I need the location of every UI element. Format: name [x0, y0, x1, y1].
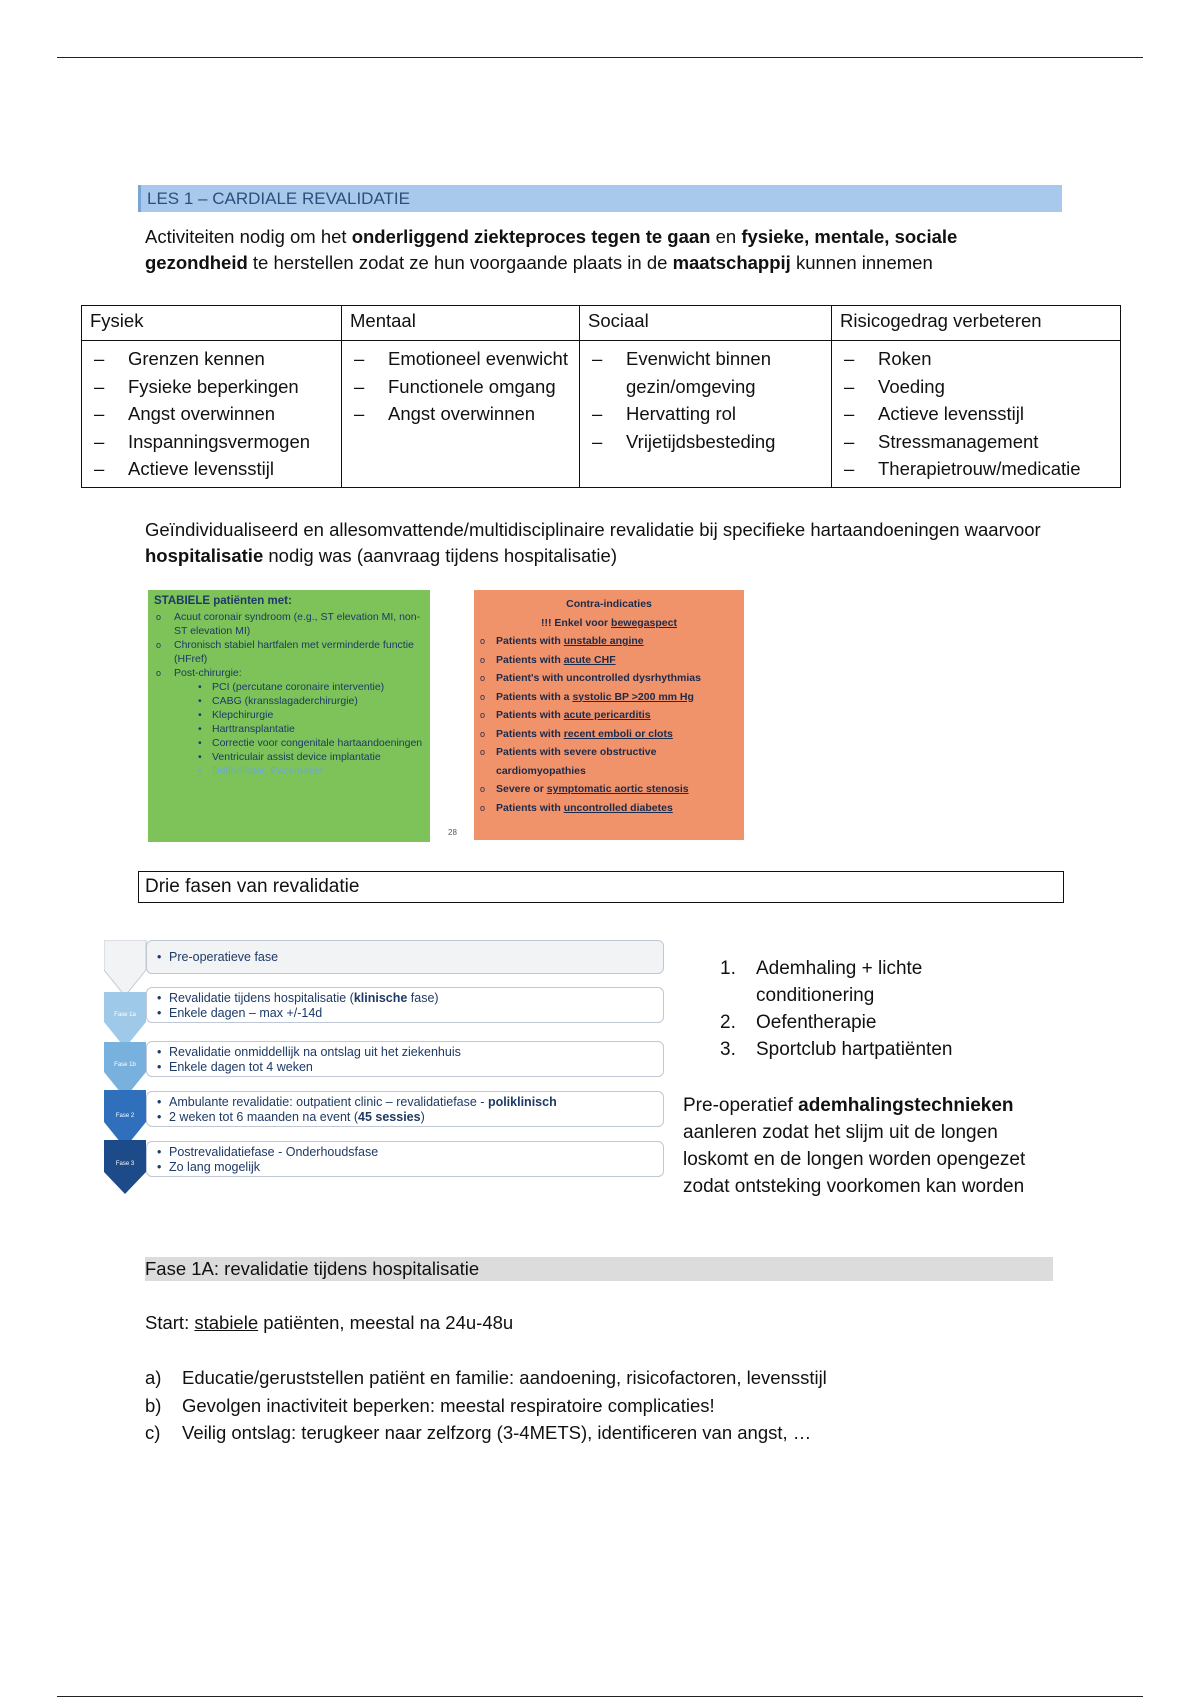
numbered-list	[720, 955, 990, 1063]
list-item: • PCI (percutane coronaire interventie)	[154, 680, 424, 694]
list-letter: c)	[145, 1422, 161, 1443]
preop-text-2: aanleren zodat het slijm uit de longen loskomt en de longen worden opengezet zodat ontsteking voorkomen kan worden	[683, 1122, 1026, 1197]
intro-bold-2: fysieke, mentale, sociale gezondheid	[145, 226, 958, 273]
chevron-label-1b: Fase 1b	[114, 1062, 136, 1068]
chevron-pre	[104, 940, 146, 996]
list-text: Sportclub hartpatiënten	[756, 1039, 953, 1060]
list-item: • Correctie voor congenitale hartaandoeningen	[154, 736, 424, 750]
slide-page-number: 28	[448, 828, 457, 837]
preop-bold: ademhalingstechnieken	[798, 1095, 1014, 1116]
list-item: – Inspanningsvermogen	[90, 428, 333, 456]
cell-fysiek	[82, 341, 342, 488]
phase-onderhoud	[146, 1141, 664, 1177]
stable-heading: STABIELE patiënten met:	[154, 595, 292, 607]
list-item: – Voeding	[840, 373, 1112, 401]
header-sociaal: Sociaal	[580, 306, 832, 341]
phase-chevrons	[104, 940, 148, 1196]
contra-underlined: acute pericarditis	[563, 709, 651, 721]
list-text: Gevolgen inactiviteit beperken: meestal respiratoire complicaties!	[182, 1394, 715, 1416]
list-item: o Chronisch stabiel hartfalen met verminderde functie (HFref)	[154, 638, 424, 666]
intro-bold-1: onderliggend ziekteproces tegen te gaan	[351, 226, 711, 247]
list-item: – Angst overwinnen	[90, 400, 333, 428]
phase-line: • Pre-operatieve fase	[157, 950, 653, 965]
contra-list	[482, 632, 736, 817]
top-rule	[57, 57, 1143, 58]
contra-indications-box	[474, 590, 744, 840]
header-fysiek: Fysiek	[82, 306, 342, 341]
contra-heading: Contra-indicaties	[566, 598, 652, 610]
list-text: Ademhaling + lichte conditionering	[756, 958, 923, 1006]
contra-underlined: acute CHF	[563, 653, 616, 666]
start-underlined: stabiele	[194, 1312, 259, 1333]
stable-patients-box	[148, 590, 430, 842]
para2-text-1: Geïndividualiseerd en allesomvattende/multidisciplinaire revalidatie bij specifieke hartaandoeningen waarvoor	[145, 519, 1041, 540]
contra-underlined: recent emboli or clots	[563, 727, 673, 740]
list-item: – Vrijetijdsbesteding	[588, 428, 823, 456]
para2-bold: hospitalisatie	[145, 545, 264, 566]
list-item: – Emotioneel evenwicht	[350, 345, 571, 373]
list-item	[482, 780, 736, 799]
list-item	[145, 1419, 1065, 1447]
list-item: • CABG (kransslagaderchirurgie)	[154, 694, 424, 708]
phase-line: • Revalidatie tijdens hospitalisatie (klinische fase)	[157, 991, 653, 1006]
phase-line: • Ambulante revalidatie: outpatient clinic – revalidatiefase - poliklinisch	[157, 1095, 653, 1110]
header-mentaal: Mentaal	[342, 306, 580, 341]
contra-text: Patients with	[496, 801, 564, 814]
contra-sub-underlined: bewegaspect	[611, 616, 677, 629]
phase-line: • Enkele dagen – max +/-14d	[157, 1006, 653, 1021]
list-item	[482, 632, 736, 651]
list-item	[482, 706, 736, 725]
header-risicogedrag: Risicogedrag verbeteren	[832, 306, 1121, 341]
chevron-fase-2	[104, 1090, 146, 1148]
list-item	[482, 799, 736, 818]
list-item: • Ventriculair assist device implantatie	[154, 750, 424, 764]
phases-title: Drie fasen van revalidatie	[138, 871, 1064, 903]
aspects-table	[81, 305, 1121, 488]
list-item: o Post-chirurgie:	[154, 666, 424, 680]
contra-underlined: systolic BP >200 mm Hg	[572, 690, 694, 703]
contra-underlined: unstable angine	[563, 635, 644, 647]
cell-mentaal	[342, 341, 580, 488]
contra-text: Patients with	[496, 653, 564, 666]
lettered-list	[145, 1364, 1065, 1447]
chevron-fase-1a	[104, 992, 146, 1048]
list-item: – Actieve levensstijl	[90, 455, 333, 483]
list-item: – Fysieke beperkingen	[90, 373, 333, 401]
cell-risicogedrag	[832, 341, 1121, 488]
phase-klinisch	[146, 987, 664, 1023]
list-item	[482, 688, 736, 707]
list-item: – Stressmanagement	[840, 428, 1112, 456]
contra-text: Patients with	[496, 727, 564, 740]
chevron-label-1a: Fase 1a	[114, 1012, 136, 1018]
list-item	[482, 743, 736, 780]
start-text-1: Start:	[145, 1312, 195, 1333]
contra-underlined: uncontrolled diabetes	[563, 801, 673, 814]
list-number: 3.	[720, 1039, 736, 1060]
intro-text-3: te herstellen zodat ze hun voorgaande plaats in de	[247, 252, 673, 273]
list-item: – Roken	[840, 345, 1112, 373]
section-fase-1a: Fase 1A: revalidatie tijdens hospitalisatie	[145, 1257, 1053, 1281]
phase-line: • Zo lang mogelijk	[157, 1160, 653, 1175]
phase-ambulant	[146, 1091, 664, 1127]
list-item: – Functionele omgang	[350, 373, 571, 401]
chevron-label-2: Fase 2	[115, 1113, 135, 1119]
bottom-rule	[57, 1696, 1143, 1697]
list-item	[145, 1364, 1065, 1392]
chevron-fase-1b	[104, 1042, 146, 1098]
list-item: – Actieve levensstijl	[840, 400, 1112, 428]
start-text-2: patiënten, meestal na 24u-48u	[258, 1312, 514, 1333]
cell-sociaal	[580, 341, 832, 488]
phase-pre-operative	[146, 940, 664, 974]
contra-text: Patients with	[496, 709, 564, 721]
list-item	[482, 669, 736, 688]
contra-sub-text: !!! Enkel voor	[541, 616, 612, 629]
list-item: • Harttransplantatie	[154, 722, 424, 736]
list-item	[720, 1009, 990, 1036]
list-letter: a)	[145, 1367, 162, 1388]
list-item	[482, 651, 736, 670]
individualised-paragraph	[145, 517, 1065, 569]
list-item: – Grenzen kennen	[90, 345, 333, 373]
list-item: – Hervatting rol	[588, 400, 823, 428]
contra-underlined: symptomatic aortic stenosis	[546, 783, 689, 795]
list-letter: b)	[145, 1394, 162, 1416]
para2-text-2: nodig was (aanvraag tijdens hospitalisatie)	[263, 545, 617, 566]
intro-paragraph	[145, 224, 1065, 276]
list-text: Oefentherapie	[756, 1012, 877, 1033]
list-item: – Therapietrouw/medicatie	[840, 455, 1112, 483]
intro-text-2: en	[710, 226, 742, 247]
list-text: Veilig ontslag: terugkeer naar zelfzorg (3-4METS), identificeren van angst, …	[182, 1422, 812, 1443]
contra-text: Severe or	[496, 783, 547, 795]
phase-line: • Enkele dagen tot 4 weken	[157, 1060, 653, 1075]
list-item: • Klepchirurgie	[154, 708, 424, 722]
phase-line: • Postrevalidatiefase - Onderhoudsfase	[157, 1145, 653, 1160]
phase-line: • Revalidatie onmiddellijk na ontslag uit het ziekenhuis	[157, 1045, 653, 1060]
lesson-title: LES 1 – CARDIALE REVALIDATIE	[138, 185, 1062, 212]
preop-paragraph	[683, 1092, 1063, 1200]
list-item: o Acuut coronair syndroom (e.g., ST elevation MI, non-ST elevation MI)	[154, 610, 424, 638]
contra-text: Patients with a	[496, 690, 573, 703]
contra-text: Patients with	[496, 635, 564, 647]
list-text: Educatie/geruststellen patiënt en familie: aandoening, risicofactoren, levensstijl	[182, 1367, 827, 1388]
list-item	[720, 1036, 990, 1063]
list-item: – Angst overwinnen	[350, 400, 571, 428]
list-item	[145, 1392, 1065, 1420]
chevron-fase-3	[104, 1140, 146, 1194]
intro-bold-3: maatschappij	[672, 252, 791, 273]
contra-text: Patient's with uncontrolled dysrhythmias	[496, 672, 701, 684]
list-item	[720, 955, 990, 1009]
list-item	[482, 725, 736, 744]
chevron-label-3: Fase 3	[115, 1161, 135, 1167]
phase-na-ontslag	[146, 1041, 664, 1077]
list-item: – Evenwicht binnen gezin/omgeving	[588, 345, 823, 400]
list-number: 2.	[720, 1012, 736, 1033]
phase-line: • 2 weken tot 6 maanden na event (45 sessies)	[157, 1110, 653, 1125]
list-item: • Defibrillator, Pacemaker	[154, 764, 424, 778]
preop-text-1: Pre-operatief	[683, 1095, 799, 1116]
start-line	[145, 1312, 513, 1334]
contra-text: Patients with severe obstructive cardiomyopathies	[496, 746, 657, 777]
contra-subheading	[482, 614, 736, 633]
intro-text-1: Activiteiten nodig om het	[145, 226, 352, 247]
list-number: 1.	[720, 958, 736, 979]
intro-text-4: kunnen innemen	[790, 252, 933, 273]
